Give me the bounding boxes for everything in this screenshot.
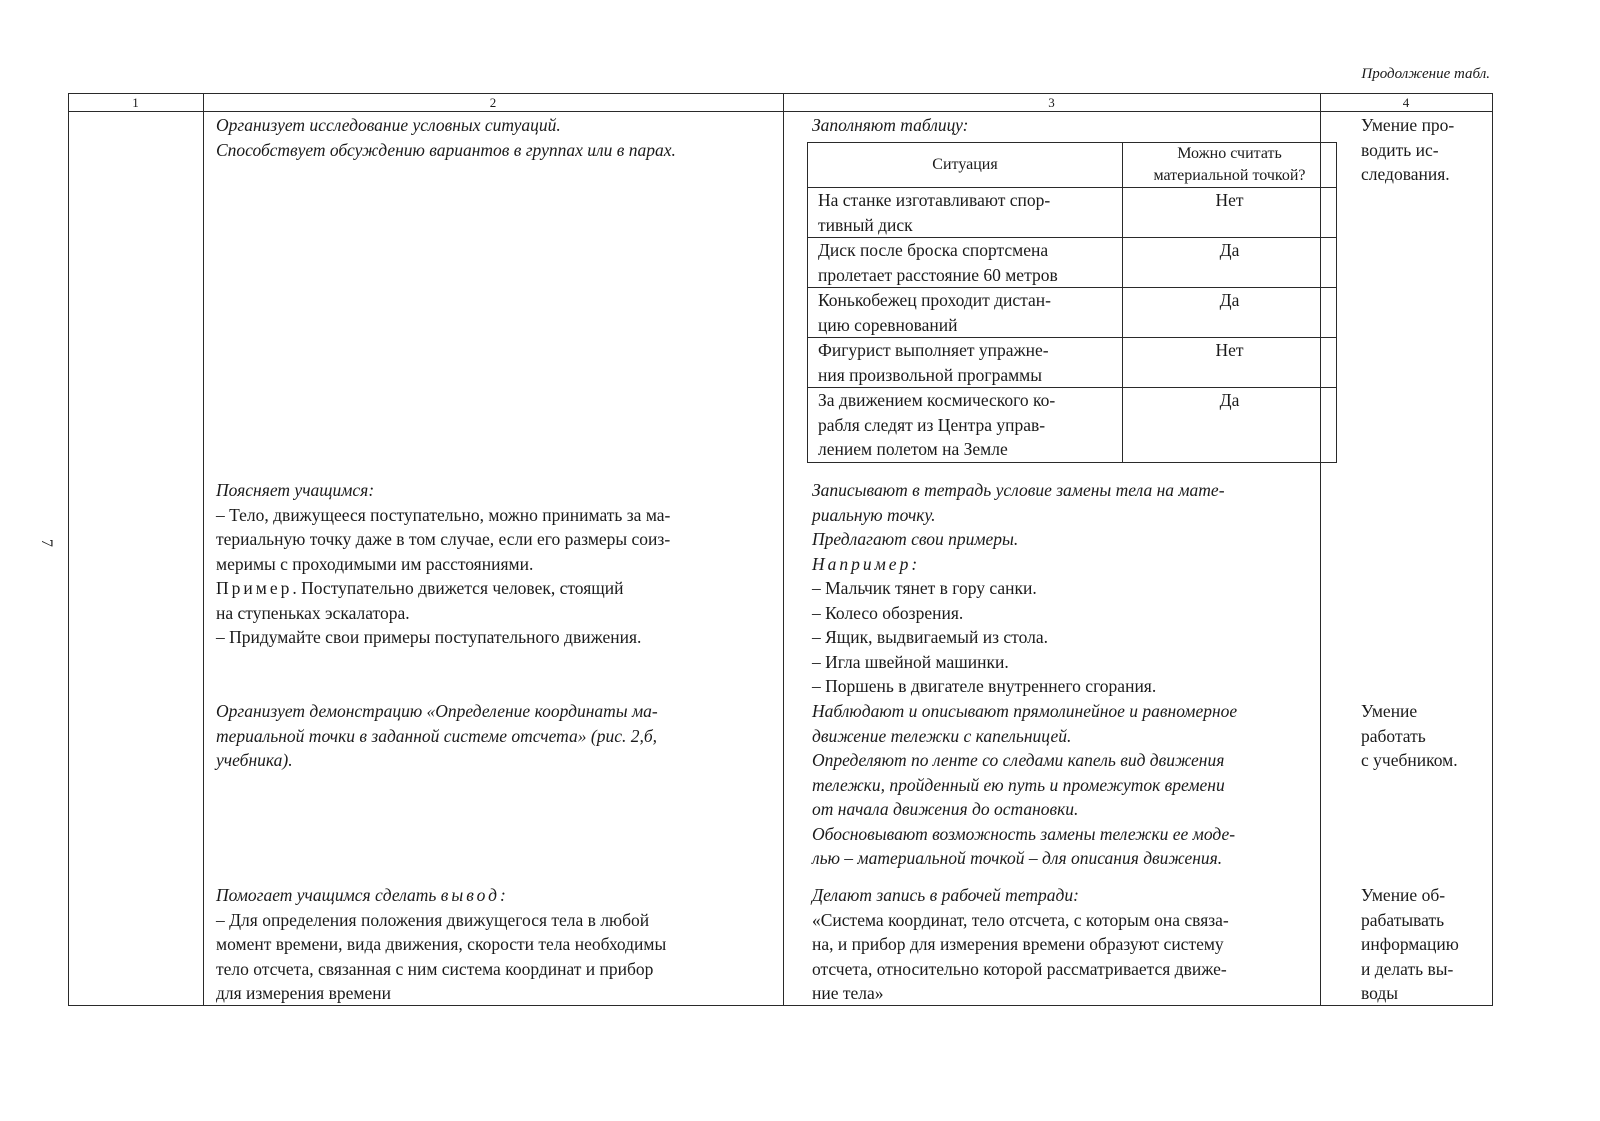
students-note: Делают запись в рабочей тетради: «Система координат, тело отсчета, с которым она связа- на, и прибор для измерения времени образуют систему отсчета, относительно которой рассматривается движе- ние тела» bbox=[812, 885, 1229, 1003]
answer-cell: Да bbox=[1123, 388, 1337, 463]
answer-cell: Да bbox=[1123, 288, 1337, 338]
table-row bbox=[808, 388, 1337, 463]
column-header-4: 4 bbox=[1402, 95, 1410, 110]
situation-cell: На станке изготавливают спор- тивный диск bbox=[808, 188, 1123, 238]
list-item: – Мальчик тянет в гору санки. bbox=[812, 578, 1037, 598]
list-item: – Игла швейной машинки. bbox=[812, 651, 1009, 672]
situation-cell: Конькобежец проходит дистан- цию соревнований bbox=[808, 288, 1123, 338]
teacher-explains: Поясняет учащимся: – Тело, движущееся поступательно, можно принимать за ма- териальную точку даже в том случае, если его размеры соиз- меримы с проходимыми им расстояниями. Пример. Поступательно движется человек, стоящий на ступеньках эскалатора. – Придумайте свои примеры поступательного движения. bbox=[216, 480, 671, 647]
example-label: Пример bbox=[216, 578, 293, 598]
situation-cell: Фигурист выполняет упражне- ния произвольной программы bbox=[808, 338, 1123, 388]
students-observe: Наблюдают и описывают прямолинейное и равномерное движение тележки с капельницей. Определяют по ленте со следами капель вид движения тележки, пройденный ею путь и промежуток времени от начала движения до остановки. Обосновывают возможность замены тележки ее моде- лью – материальной точкой – для описания движения. bbox=[812, 701, 1238, 868]
skill-process-info: Умение об- рабатывать информацию и делать вы- воды bbox=[1361, 885, 1459, 1003]
skill-textbook: Умение работать с учебником. bbox=[1361, 701, 1458, 770]
situation-cell: За движением космического ко- рабля следят из Центра управ- лением полетом на Земле bbox=[808, 388, 1123, 463]
text-line: Способствует обсуждению вариантов в группах или в парах. bbox=[216, 139, 676, 160]
column-header-1: 1 bbox=[132, 95, 139, 110]
table-row bbox=[808, 238, 1337, 288]
example-label: Например: bbox=[812, 553, 921, 574]
text-line: Организует исследование условных ситуаций. bbox=[216, 115, 561, 135]
skill-research: Умение про- водить ис- следования. bbox=[1361, 115, 1455, 184]
answer-cell: Да bbox=[1123, 238, 1337, 288]
table-row bbox=[808, 188, 1337, 238]
list-item: – Колесо обозрения. bbox=[812, 602, 964, 623]
column-header-2: 2 bbox=[489, 95, 497, 110]
teacher-activity-research bbox=[216, 113, 676, 162]
student-activity-fill-table: Заполняют таблицу: bbox=[812, 115, 969, 135]
teacher-conclusion: Помогает учащимся сделать вывод: – Для определения положения движущегося тела в любой момент времени, вида движения, скорости тела необходимы тело отсчета, связанная с ним система координат и прибор для измерения времени bbox=[216, 885, 667, 1003]
header-material-point: Можно считать материальной точкой? bbox=[1123, 143, 1337, 188]
answer-cell: Нет bbox=[1123, 188, 1337, 238]
table-row bbox=[808, 288, 1337, 338]
situation-cell: Диск после броска спортсмена пролетает расстояние 60 метров bbox=[808, 238, 1123, 288]
list-item: – Ящик, выдвигаемый из стола. bbox=[812, 627, 1048, 647]
block-title: Поясняет учащимся: bbox=[216, 480, 375, 500]
continuation-label: Продолжение табл. bbox=[1361, 66, 1490, 82]
list-item: – Поршень в двигателе внутреннего сгорания. bbox=[812, 676, 1157, 696]
page-number: 7 bbox=[38, 539, 55, 547]
students-record: Записывают в тетрадь условие замены тела на мате- риальную точку. Предлагают свои примеры. Например: – Мальчик тянет в гору санки. – Колесо обозрения. – Ящик, выдвигаемый из стола. – Игла швейной машинки. – Поршень в двигателе внутреннего сгорания. bbox=[812, 478, 1225, 699]
answer-cell: Нет bbox=[1123, 338, 1337, 388]
situations-table bbox=[807, 142, 1337, 463]
table-row bbox=[808, 338, 1337, 388]
column-header-3: 3 bbox=[1048, 95, 1055, 110]
header-situation: Ситуация bbox=[808, 143, 1123, 188]
teacher-demonstration: Организует демонстрацию «Определение координаты ма- териальной точки в заданной системе отсчета» (рис. 2,б, учебника). bbox=[216, 701, 658, 770]
